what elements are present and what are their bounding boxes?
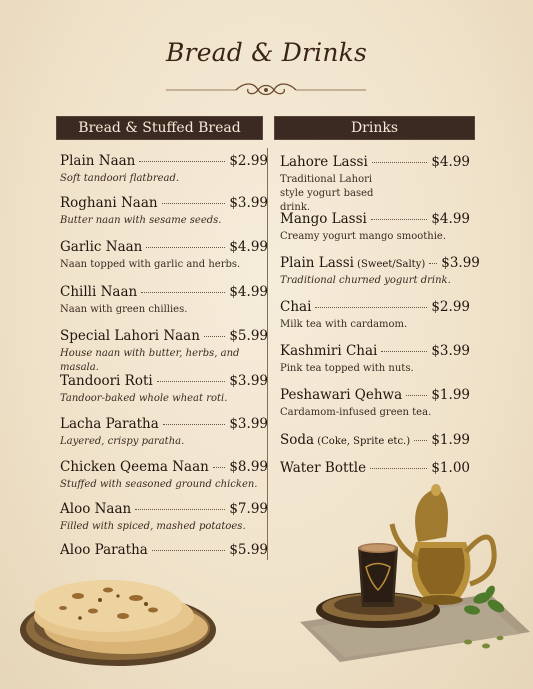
tea-set-icon — [300, 482, 533, 682]
item-name: Lacha Paratha — [60, 416, 159, 432]
item-price: $5.99 — [229, 542, 268, 558]
leader-dots — [162, 203, 226, 204]
item-name: Aloo Paratha — [60, 542, 148, 558]
item-name: Chilli Naan — [60, 284, 138, 300]
item-price: $2.99 — [431, 299, 470, 315]
item-desc: Filled with spiced, mashed potatoes. — [60, 521, 246, 532]
leader-dots — [152, 550, 226, 551]
item-desc: Naan topped with garlic and herbs. — [60, 259, 241, 270]
item-name: Special Lahori Naan — [60, 328, 200, 344]
item-price: $5.99 — [229, 328, 268, 344]
drinks-header: Drinks — [274, 116, 475, 140]
item-name-note: (Coke, Sprite etc.) — [314, 436, 411, 447]
item-name: Chai — [280, 299, 312, 315]
item-name — [280, 255, 425, 271]
list-item-chicken-qeema-naan — [60, 459, 268, 492]
item-name-main: Plain Lassi — [280, 255, 354, 271]
item-desc: Creamy yogurt mango smoothie. — [280, 231, 447, 242]
item-price: $1.99 — [431, 387, 470, 403]
list-item-garlic-naan — [60, 239, 268, 272]
leader-dots — [429, 263, 437, 264]
scroll-divider-icon — [166, 80, 366, 100]
item-name: Roghani Naan — [60, 195, 158, 211]
list-item-aloo-paratha — [60, 542, 268, 558]
list-item-soda — [280, 432, 470, 448]
list-item-tandoori-roti — [60, 373, 268, 406]
leader-dots — [372, 162, 428, 163]
list-item-aloo-naan — [60, 501, 268, 534]
item-price: $1.00 — [431, 460, 470, 476]
item-desc: Layered, crispy paratha. — [60, 436, 185, 447]
leader-dots — [204, 336, 225, 337]
item-price: $3.99 — [229, 195, 268, 211]
item-name-main: Soda — [280, 432, 315, 448]
page-title: Bread & Drinks — [165, 38, 368, 67]
leader-dots — [315, 307, 427, 308]
item-price: $2.99 — [229, 153, 268, 169]
leader-dots — [141, 292, 225, 293]
item-name: Chicken Qeema Naan — [60, 459, 209, 475]
item-price: $3.99 — [441, 255, 480, 271]
leader-dots — [381, 351, 427, 352]
item-name: Lahore Lassi — [280, 154, 368, 170]
list-item-water-bottle — [280, 460, 470, 476]
item-desc: House naan with butter, herbs, and masala. — [60, 348, 240, 373]
bread-header: Bread & Stuffed Bread — [56, 116, 263, 140]
item-desc: Traditional churned yogurt drink. — [280, 275, 451, 286]
naan-platter-icon — [18, 566, 228, 676]
item-price: $4.99 — [229, 239, 268, 255]
item-desc: Stuffed with seasoned ground chicken. — [60, 479, 258, 490]
item-price: $7.99 — [229, 501, 268, 517]
leader-dots — [414, 440, 427, 441]
item-name: Tandoori Roti — [60, 373, 153, 389]
list-item-chilli-naan — [60, 284, 268, 317]
list-item-lahore-lassi — [280, 154, 470, 215]
item-desc: Milk tea with cardamom. — [280, 319, 408, 330]
item-price: $3.99 — [431, 343, 470, 359]
list-item-chai — [280, 299, 470, 332]
leader-dots — [157, 381, 226, 382]
list-item-kashmiri-chai — [280, 343, 470, 376]
item-name: Peshawari Qehwa — [280, 387, 403, 403]
item-desc: Cardamom-infused green tea. — [280, 407, 432, 418]
item-price: $3.99 — [229, 373, 268, 389]
item-name-note: (Sweet/Salty) — [353, 259, 426, 270]
item-name: Mango Lassi — [280, 211, 367, 227]
item-desc: Pink tea topped with nuts. — [280, 363, 414, 374]
item-desc: Butter naan with sesame seeds. — [60, 215, 222, 226]
item-desc: Naan with green chillies. — [60, 304, 188, 315]
leader-dots — [406, 395, 427, 396]
item-price: $4.99 — [431, 154, 470, 170]
item-name — [280, 432, 410, 448]
list-item-peshawari-qehwa — [280, 387, 470, 420]
item-price: $8.99 — [229, 459, 268, 475]
leader-dots — [139, 161, 225, 162]
item-price: $4.99 — [431, 211, 470, 227]
item-price: $1.99 — [431, 432, 470, 448]
list-item-plain-lassi — [280, 255, 480, 288]
item-name: Plain Naan — [60, 153, 136, 169]
leader-dots — [370, 468, 427, 469]
list-item-lacha-paratha — [60, 416, 268, 449]
list-item-mango-lassi — [280, 211, 470, 244]
item-name: Garlic Naan — [60, 239, 143, 255]
item-desc: Tandoor-baked whole wheat roti. — [60, 393, 228, 404]
item-name: Water Bottle — [280, 460, 367, 476]
item-desc: Soft tandoori flatbread. — [60, 173, 180, 184]
list-item-plain-naan — [60, 153, 268, 186]
leader-dots — [371, 219, 428, 220]
item-name: Kashmiri Chai — [280, 343, 378, 359]
leader-dots — [163, 424, 226, 425]
leader-dots — [135, 509, 225, 510]
item-price: $3.99 — [229, 416, 268, 432]
leader-dots — [213, 467, 225, 468]
item-price: $4.99 — [229, 284, 268, 300]
item-desc: Traditional Lahori style yogurt based drink. — [280, 174, 374, 213]
list-item-special-lahori-naan — [60, 328, 268, 375]
list-item-roghani-naan — [60, 195, 268, 228]
leader-dots — [146, 247, 225, 248]
item-name: Aloo Naan — [60, 501, 132, 517]
